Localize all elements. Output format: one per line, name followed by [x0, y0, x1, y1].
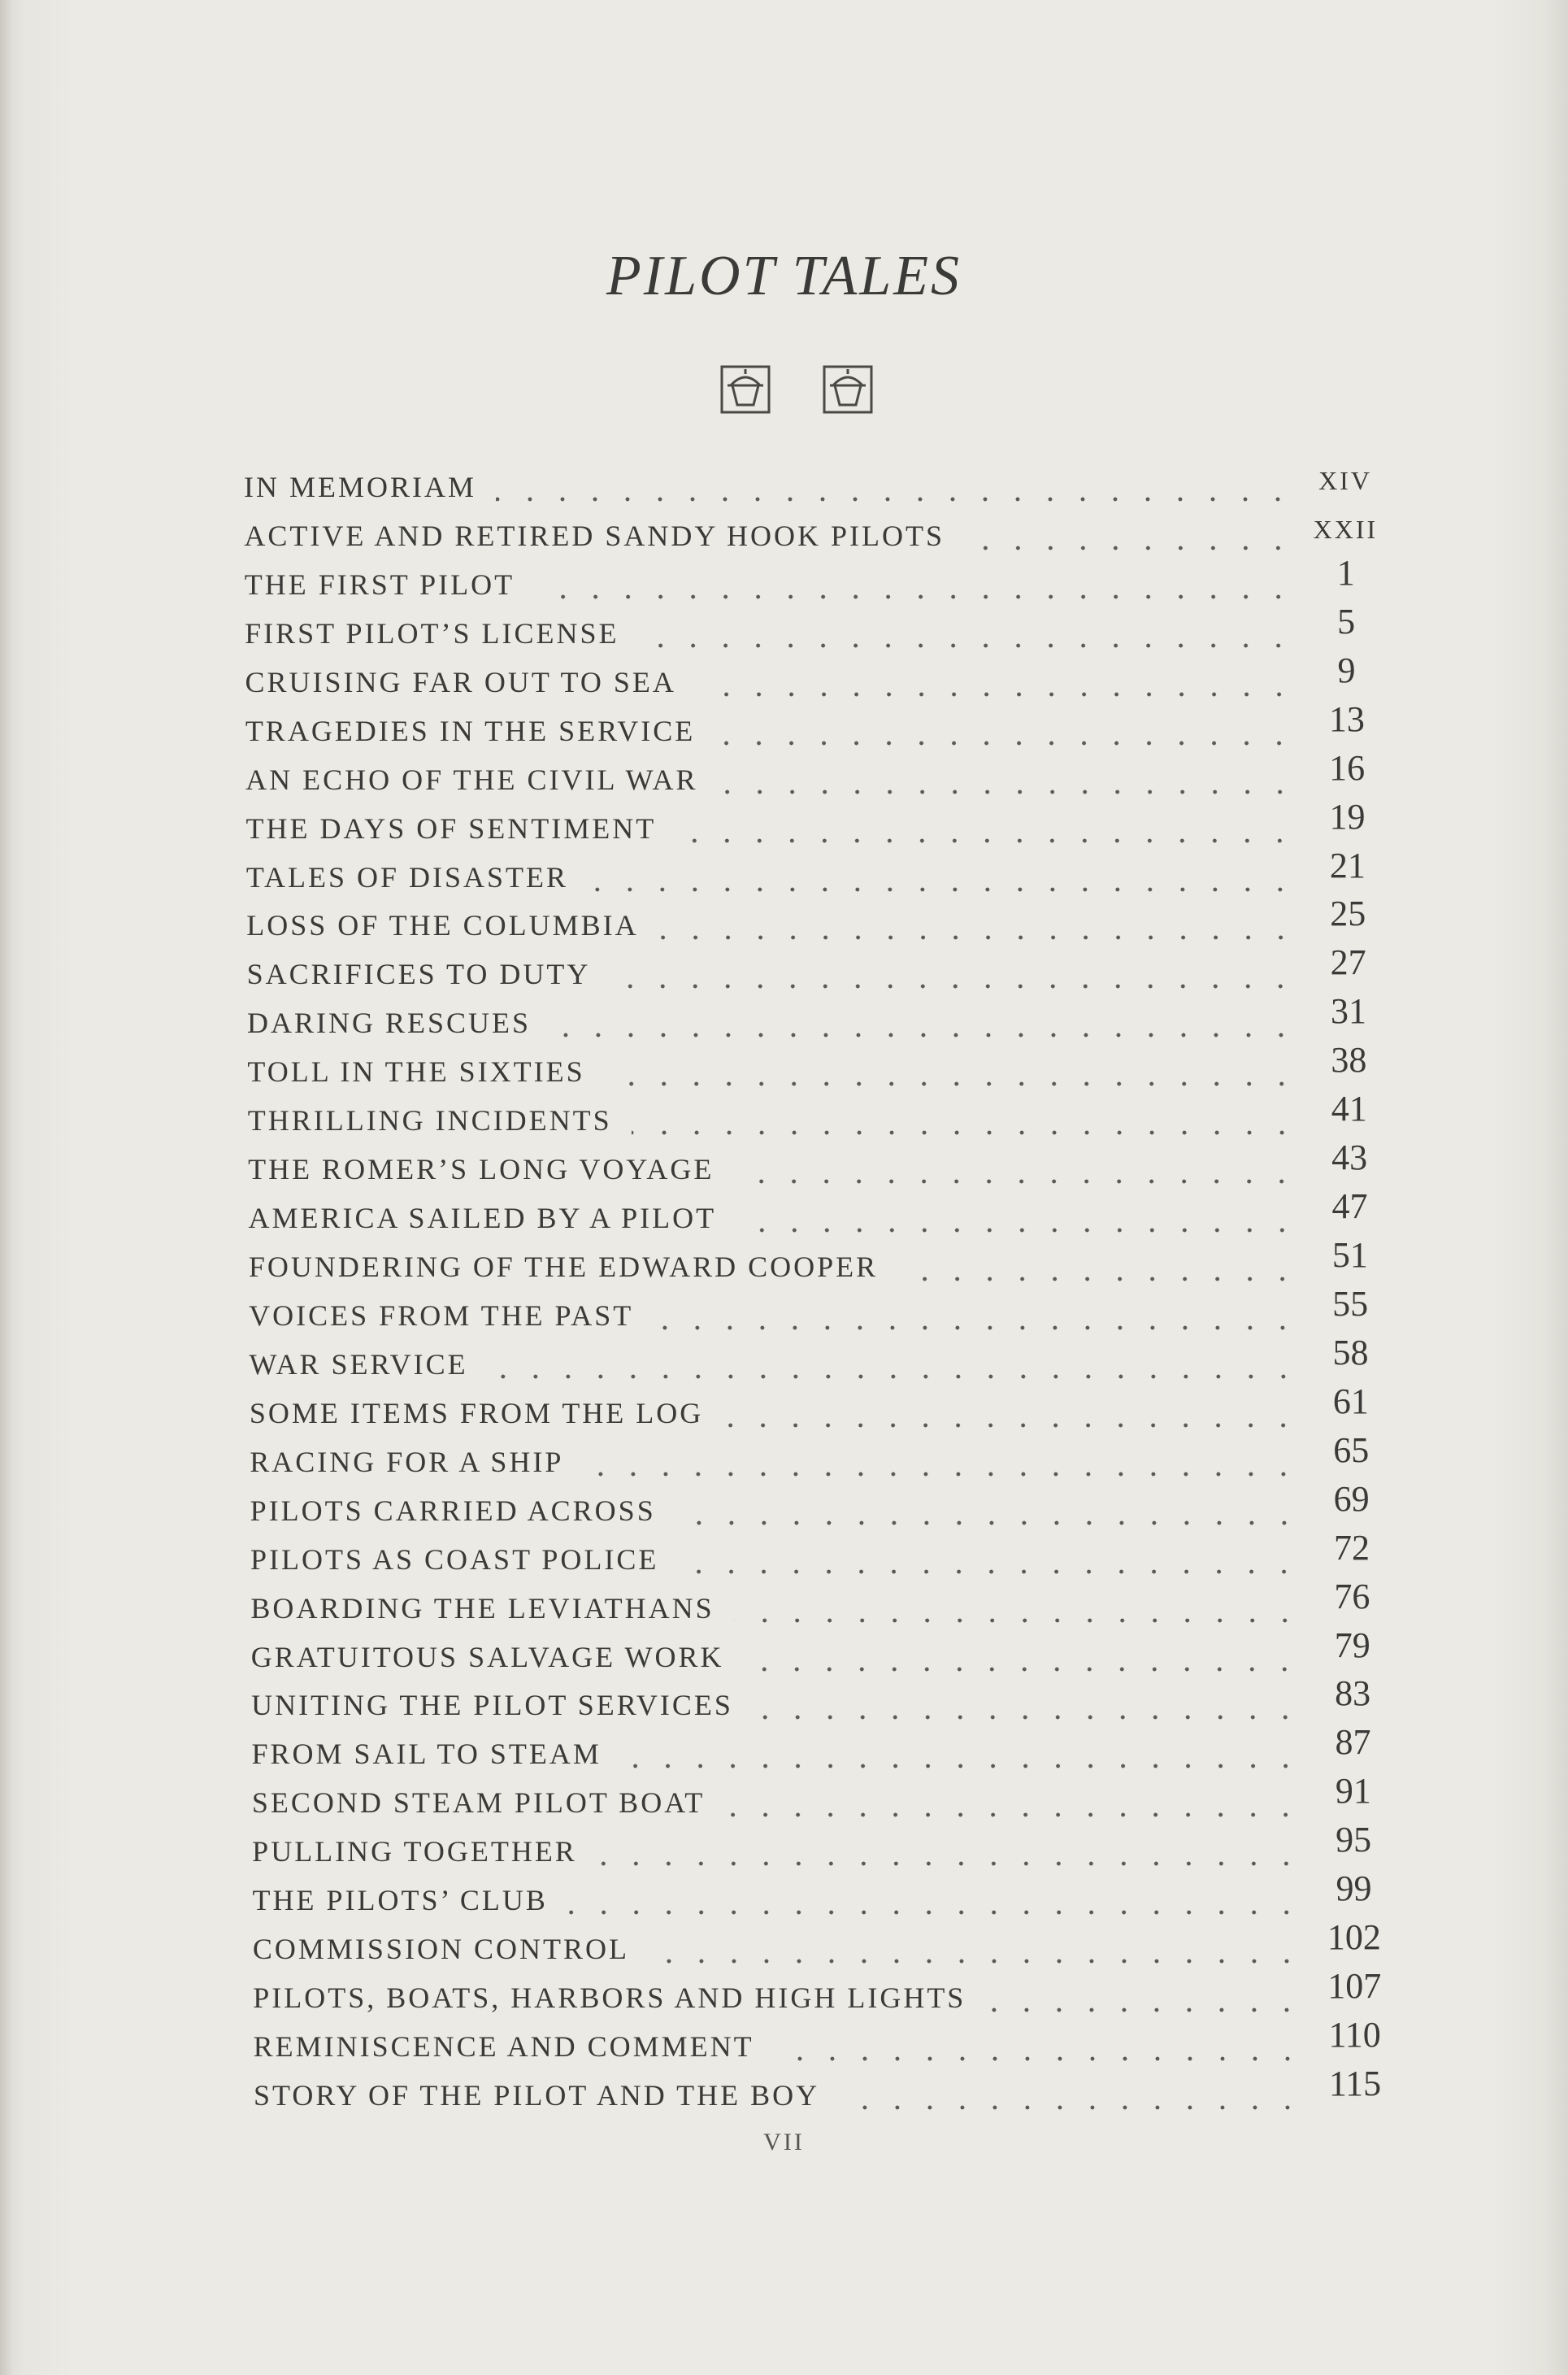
toc-entry: [245, 747, 1383, 797]
toc-entry-title: THE PILOTS’ CLUB: [252, 1884, 548, 1917]
toc-entry-page: 38: [1331, 1040, 1367, 1081]
toc-entry-page: 69: [1333, 1478, 1370, 1519]
toc-entry-title: SECOND STEAM PILOT BOAT: [251, 1786, 706, 1820]
dot-leader: [496, 480, 1294, 504]
toc-entry-title: PILOTS, BOATS, HARBORS AND HIGH LIGHTS: [253, 1981, 966, 2015]
toc-entry-page: 16: [1329, 747, 1366, 788]
dot-leader: [743, 1650, 1301, 1674]
toc-entry: [245, 796, 1384, 846]
toc-entry-page: 55: [1332, 1283, 1369, 1324]
toc-entry: [249, 1332, 1388, 1381]
dot-leader: [658, 918, 1297, 942]
dot-leader: [588, 870, 1297, 894]
toc-entry: [250, 1478, 1388, 1528]
toc-entry-page: 107: [1327, 1966, 1382, 2007]
dot-leader: [550, 1016, 1297, 1040]
dot-leader: [723, 1406, 1300, 1430]
toc-entry-title: THE FIRST PILOT: [244, 568, 515, 601]
toc-entry-title: SOME ITEMS FROM THE LOG: [249, 1396, 704, 1429]
toc-entry: [247, 1089, 1386, 1137]
toc-entry-title: TOLL IN THE SIXTIES: [247, 1055, 585, 1089]
toc-entry-page: 76: [1334, 1576, 1370, 1616]
dot-leader: [736, 1211, 1298, 1235]
toc-entry: [251, 1673, 1389, 1722]
toc-entry: [251, 1722, 1389, 1771]
toc-entry-page: XIV: [1318, 466, 1372, 495]
toc-entry-title: REMINISCENCE AND COMMENT: [253, 2030, 754, 2064]
toc-entry-title: CRUISING FAR OUT TO SEA: [245, 665, 676, 698]
toc-entry: [246, 894, 1384, 942]
dot-leader: [839, 2088, 1304, 2112]
toc-entry: [250, 1625, 1389, 1674]
toc-entry: [253, 2015, 1392, 2064]
dot-leader: [724, 1795, 1302, 1820]
dot-leader: [534, 577, 1295, 602]
toc-entry: [252, 1917, 1391, 1966]
toc-entry: [250, 1527, 1388, 1577]
dot-leader: [774, 2039, 1304, 2064]
toc-entry-page: 19: [1329, 796, 1366, 837]
toc-entry-title: TALES OF DISASTER: [245, 860, 569, 894]
dot-leader: [675, 821, 1296, 846]
toc-entry: [244, 552, 1383, 602]
toc-entry-page: 79: [1334, 1625, 1370, 1665]
toc-entry-page: XXII: [1313, 514, 1379, 544]
toc-entry-title: RACING FOR A SHIP: [250, 1445, 564, 1478]
dot-leader: [718, 772, 1297, 797]
toc-entry-page: 102: [1327, 1917, 1381, 1958]
toc-entry: [245, 698, 1383, 748]
toc-entry-page: 43: [1331, 1137, 1368, 1178]
toc-entry-page: 110: [1328, 2015, 1381, 2055]
toc-entry-page: 1: [1336, 552, 1355, 593]
toc-entry-page: 115: [1328, 2064, 1382, 2103]
toc-entry-title: IN MEMORIAM: [244, 471, 477, 503]
toc-entry: [252, 1868, 1391, 1917]
toc-entry: [245, 601, 1383, 650]
toc-entry-page: 58: [1332, 1332, 1369, 1372]
toc-entry-title: THE ROMER’S LONG VOYAGE: [248, 1153, 715, 1186]
toc-entry-page: 51: [1331, 1235, 1368, 1276]
toc-entry-title: GRATUITOUS SALVAGE WORK: [250, 1640, 724, 1673]
dot-leader: [488, 1357, 1300, 1381]
dot-leader: [653, 1308, 1299, 1333]
toc-entry: [249, 1381, 1388, 1430]
toc-entry-title: AMERICA SAILED BY A PILOT: [248, 1202, 717, 1235]
dot-leader: [632, 1113, 1298, 1137]
toc-entry-page: 65: [1333, 1429, 1370, 1470]
toc-entry-title: SACRIFICES TO DUTY: [246, 958, 591, 991]
page-number: VII: [763, 2129, 805, 2155]
toc-entry: [247, 1040, 1385, 1089]
toc-entry-title: ACTIVE AND RETIRED SANDY HOOK PILOTS: [244, 519, 945, 552]
toc-entry: [245, 650, 1383, 699]
toc-entry: [248, 1235, 1387, 1284]
dot-leader: [964, 529, 1294, 553]
toc-entry-title: FOUNDERING OF THE EDWARD COOPER: [248, 1251, 879, 1284]
toc-entry-page: 27: [1330, 942, 1366, 983]
dot-leader: [583, 1455, 1300, 1479]
toc-entry-title: VOICES FROM THE PAST: [249, 1298, 634, 1332]
toc-entry-title: THRILLING INCIDENTS: [247, 1104, 612, 1137]
toc-entry: [253, 1966, 1391, 2015]
dot-leader: [610, 967, 1297, 991]
dot-leader: [638, 626, 1295, 650]
toc-entry-title: STORY OF THE PILOT AND THE BOY: [254, 2079, 820, 2112]
toc-entry-title: PILOTS CARRIED ACROSS: [250, 1494, 656, 1527]
dot-leader: [621, 1746, 1302, 1771]
toc-entry: [251, 1771, 1390, 1820]
toc-entry-title: COMMISSION CONTROL: [252, 1933, 629, 1966]
dot-leader: [715, 724, 1296, 748]
toc-entry: [248, 1137, 1386, 1186]
dot-leader: [753, 1698, 1301, 1722]
dot-leader: [678, 1552, 1301, 1577]
toc-entry-title: AN ECHO OF THE CIVIL WAR: [245, 763, 698, 796]
toc-entry-page: 21: [1329, 845, 1366, 885]
toc-entry-title: PULLING TOGETHER: [252, 1835, 577, 1868]
toc-entry-page: 13: [1328, 698, 1365, 739]
toc-entry-page: 83: [1335, 1673, 1371, 1714]
toc-entry-title: BOARDING THE LEVIATHANS: [250, 1591, 715, 1625]
page-title: PILOT TALES: [606, 245, 962, 307]
toc-entry-title: FIRST PILOT’S LICENSE: [245, 616, 619, 650]
toc-entry-title: DARING RESCUES: [247, 1007, 532, 1040]
toc-entry-page: 9: [1337, 650, 1356, 690]
toc-entry-page: 31: [1331, 991, 1366, 1032]
dot-leader: [897, 1259, 1299, 1284]
toc-entry: [249, 1283, 1387, 1333]
toc-entry-page: 72: [1334, 1527, 1370, 1568]
dot-leader: [675, 1503, 1301, 1528]
toc-entry-page: 61: [1332, 1381, 1369, 1421]
toc-entry-page: 5: [1337, 601, 1356, 642]
toc-entry-title: THE DAYS OF SENTIMENT: [245, 811, 657, 845]
toc-entry: [245, 845, 1384, 894]
toc-entry: [246, 942, 1385, 991]
toc-entry-page: 91: [1335, 1771, 1371, 1812]
toc-entry-page: 95: [1336, 1820, 1372, 1860]
toc-entry-page: 25: [1330, 894, 1366, 934]
toc-entry-title: TRAGEDIES IN THE SERVICE: [245, 714, 696, 747]
toc-entry: [248, 1186, 1386, 1235]
toc-entry: [244, 512, 1382, 553]
toc-entry-title: PILOTS AS COAST POLICE: [250, 1542, 659, 1576]
dot-leader: [696, 675, 1296, 699]
toc-entry: [250, 1429, 1388, 1479]
toc-entry-page: 99: [1336, 1868, 1372, 1909]
dot-leader: [734, 1601, 1301, 1625]
dot-leader: [605, 1064, 1298, 1089]
dot-leader: [597, 1844, 1302, 1868]
dot-leader: [985, 1990, 1303, 2015]
toc-entry: [250, 1576, 1388, 1625]
toc-entry: [247, 991, 1385, 1040]
dot-leader: [649, 1942, 1303, 1966]
toc-entry: [254, 2064, 1392, 2112]
toc-entry-page: 41: [1331, 1089, 1367, 1129]
toc-entry-page: 87: [1335, 1722, 1371, 1763]
dot-leader: [567, 1893, 1303, 1917]
toc-entry: [244, 463, 1382, 504]
toc-entry-page: 47: [1331, 1186, 1368, 1227]
toc-entry-title: FROM SAIL TO STEAM: [251, 1738, 602, 1771]
toc-entry-title: LOSS OF THE COLUMBIA: [246, 909, 639, 942]
toc-entry-title: WAR SERVICE: [249, 1347, 468, 1381]
toc-entry-title: UNITING THE PILOT SERVICES: [251, 1689, 733, 1722]
dot-leader: [733, 1162, 1298, 1186]
toc-entry: [252, 1820, 1390, 1868]
